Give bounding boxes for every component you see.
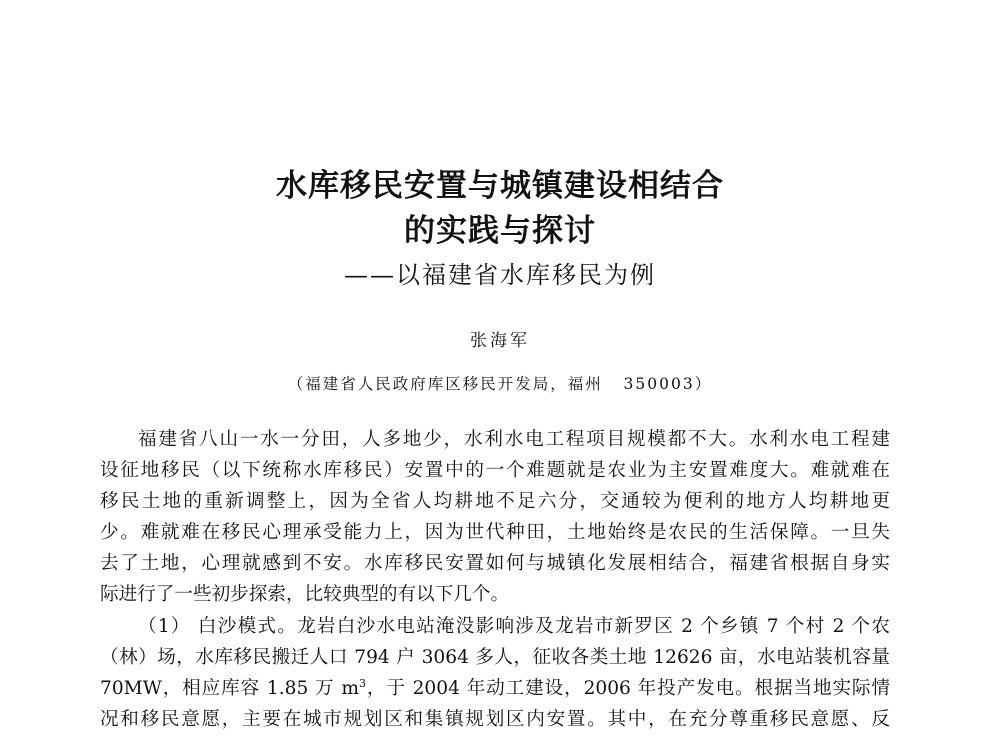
body-text-segment: ，于 2004 年动工建设，2006 年投产发电。根据当地实际情 xyxy=(365,678,890,699)
body-text-segment: 70MW，相应库容 1.85 万 m xyxy=(100,678,359,699)
body-text-line: 福建省八山一水一分田，人多地少，水利水电工程项目规模都不大。水利水电工程建 xyxy=(138,429,890,450)
body-text-line: 移民土地的重新调整上，因为全省人均耕地不足六分，交通较为便利的地方人均耕地更 xyxy=(100,491,890,512)
author-name: 张海军 xyxy=(470,331,530,351)
body-text-line: 少。难就难在移民心理承受能力上，因为世代种田，土地始终是农民的生活保障。一旦失 xyxy=(100,522,890,543)
body-text-line: 际进行了一些初步探索，比较典型的有以下几个。 xyxy=(100,584,510,605)
body-text-line: 设征地移民（以下统称水库移民）安置中的一个难题就是农业为主安置难度大。难就难在 xyxy=(100,460,890,481)
body-text-line: 况和移民意愿，主要在城市规划区和集镇规划区内安置。其中，在充分尊重移民意愿、反 xyxy=(100,709,890,730)
paper-title-line-1: 水库移民安置与城镇建设相结合 xyxy=(276,168,724,204)
paper-subtitle: ——以福建省水库移民为例 xyxy=(344,261,656,289)
body-text-line: （1） 白沙模式。龙岩白沙水电站淹没影响涉及龙岩市新罗区 2 个乡镇 7 个村 2 个农 xyxy=(138,616,890,637)
body-text-line: （林）场，水库移民搬迁人口 794 户 3064 多人，征收各类土地 12626 亩，水电站装机容量 xyxy=(100,647,890,668)
body-text-line xyxy=(100,677,890,701)
author-affiliation: （福建省人民政府库区移民开发局，福州 350003） xyxy=(287,375,713,393)
body-text-line: 去了土地，心理就感到不安。水库移民安置如何与城镇化发展相结合，福建省根据自身实 xyxy=(100,553,890,574)
paper-title-line-2: 的实践与探讨 xyxy=(404,213,596,249)
superscript-exponent: 3 xyxy=(358,677,366,690)
